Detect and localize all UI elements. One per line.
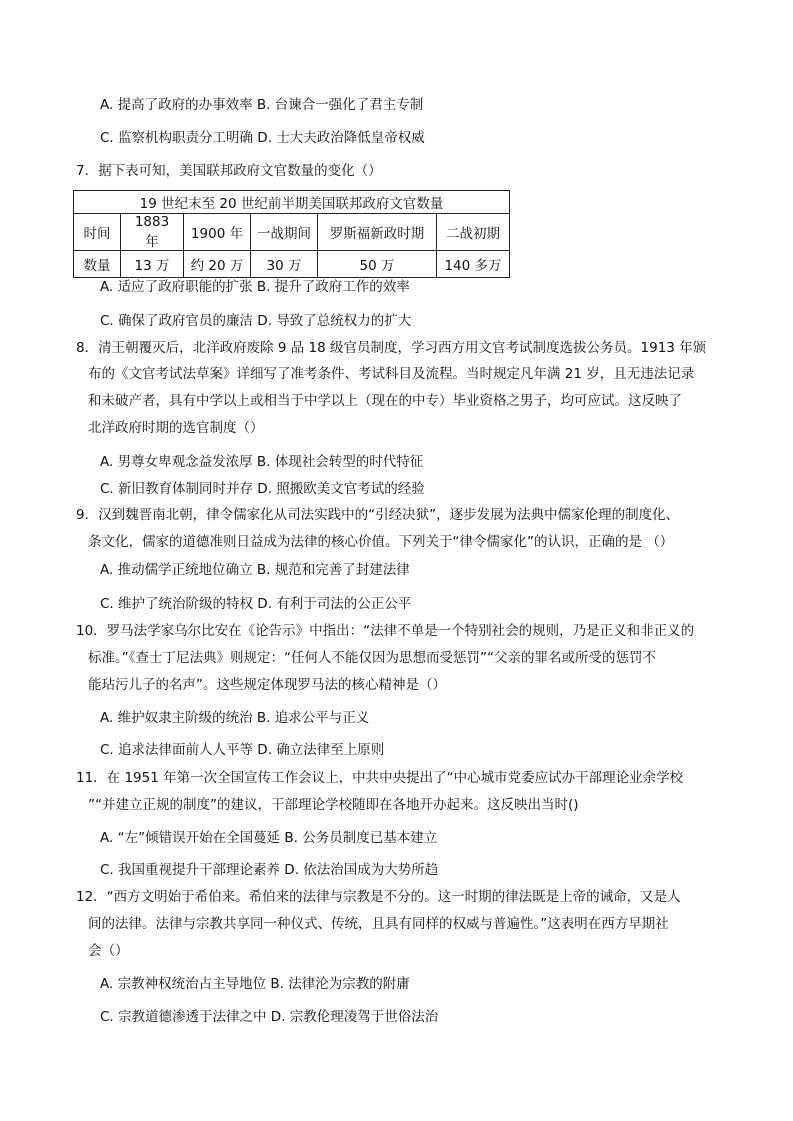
table-cell: 13 万 [121, 251, 184, 278]
q7-table [73, 190, 510, 278]
q8-stem-line1: 8．清王朝覆灭后，北洋政府废除 9 品 18 级官员制度，学习西方用文官考试制度选拔公务员。1913 年颁 [76, 340, 707, 356]
q9-options-ab: A. 推动儒学正统地位确立 B. 规范和完善了封建法律 [100, 562, 410, 578]
q10-stem-line3: 能玷污儿子的名声”。这些规定体现罗马法的核心精神是（） [88, 677, 446, 693]
table-cell: 140 多万 [437, 251, 510, 278]
q10-stem-line1: 10．罗马法学家乌尔比安在《论告示》中指出：“法律不单是一个特别社会的规则，乃是正义和非正义的 [76, 623, 695, 639]
q7-table-caption: 19 世纪末至 20 世纪前半期美国联邦政府文官数量 [74, 191, 510, 214]
q12-stem-line2: 间的法律。法律与宗教共享同一种仪式、传统，且具有同样的权威与普遍性。”这表明在西方早期社 [88, 916, 669, 932]
table-cell: 罗斯福新政时期 [318, 214, 437, 251]
table-cell: 数量 [74, 251, 121, 278]
table-cell: 1883 年 [121, 214, 184, 251]
q12-stem-line3: 会（） [88, 943, 129, 959]
q12-stem-line1: 12．“西方文明始于希伯来。希伯来的法律与宗教是不分的。这一时期的律法既是上帝的诫命，又是人 [76, 889, 681, 905]
q8-options-ab: A. 男尊女卑观念益发浓厚 B. 体现社会转型的时代特征 [100, 454, 424, 470]
table-cell: 1900 年 [184, 214, 251, 251]
table-cell: 时间 [74, 214, 121, 251]
table-cell: 二战初期 [437, 214, 510, 251]
q7-options-cd: C. 确保了政府官员的廉洁 D. 导致了总统权力的扩大 [100, 313, 412, 329]
q11-options-cd: C. 我国重视提升干部理论素养 D. 依法治国成为大势所趋 [100, 862, 439, 878]
q7-options-ab: A. 适应了政府职能的扩张 B. 提升了政府工作的效率 [100, 279, 410, 295]
q9-options-cd: C. 维护了统治阶级的特权 D. 有利于司法的公正公平 [100, 596, 412, 612]
q10-stem-line2: 标准。”《查士丁尼法典》则规定：“任何人不能仅因为思想而受惩罚”“父亲的罪名或所受的惩罚不 [88, 650, 656, 666]
q8-stem-line3: 和未破产者，具有中学以上或相当于中学以上（现在的中专）毕业资格之男子，均可应试。这反映了 [88, 393, 682, 409]
table-cell: 约 20 万 [184, 251, 251, 278]
table-cell: 一战期间 [251, 214, 318, 251]
q11-stem-line2: ”“并建立正规的制度”的建议，干部理论学校随即在各地开办起来。这反映出当时() [88, 797, 579, 813]
q11-stem-line1: 11．在 1951 年第一次全国宣传工作会议上，中共中央提出了“中心城市党委应试办干部理论业余学校 [76, 770, 684, 786]
q6-options-ab: A. 提高了政府的办事效率 B. 台谏合一强化了君主专制 [100, 97, 424, 113]
q9-stem-line2: 条文化，儒家的道德准则日益成为法律的核心价值。下列关于“律令儒家化”的认识，正确的是 （） [88, 534, 674, 550]
q12-options-cd: C. 宗教道德渗透于法律之中 D. 宗教伦理凌驾于世俗法治 [100, 1009, 439, 1025]
q9-stem-line1: 9．汉到魏晋南北朝，律令儒家化从司法实践中的“引经决狱”，逐步发展为法典中儒家伦理的制度化、 [76, 507, 680, 523]
q11-options-ab: A. “左”倾错误开始在全国蔓延 B. 公务员制度已基本建立 [100, 830, 438, 846]
q8-options-cd: C. 新旧教育体制同时并存 D. 照搬欧美文官考试的经验 [100, 481, 425, 497]
table-cell: 30 万 [251, 251, 318, 278]
q6-options-cd: C. 监察机构职责分工明确 D. 士大夫政治降低皇帝权威 [100, 130, 425, 146]
q8-stem-line2: 布的《文官考试法草案》详细写了准考条件、考试科目及流程。当时规定凡年满 21 岁，且无违法记录 [88, 366, 695, 382]
table-cell: 50 万 [318, 251, 437, 278]
q7-stem: 7．据下表可知，美国联邦政府文官数量的变化（） [76, 163, 382, 179]
q12-options-ab: A. 宗教神权统治占主导地位 B. 法律沦为宗教的附庸 [100, 976, 410, 992]
q8-stem-line4: 北洋政府时期的选官制度（） [88, 420, 264, 436]
q10-options-ab: A. 维护奴隶主阶级的统治 B. 追求公平与正义 [100, 710, 370, 726]
q10-options-cd: C. 追求法律面前人人平等 D. 确立法律至上原则 [100, 742, 385, 758]
